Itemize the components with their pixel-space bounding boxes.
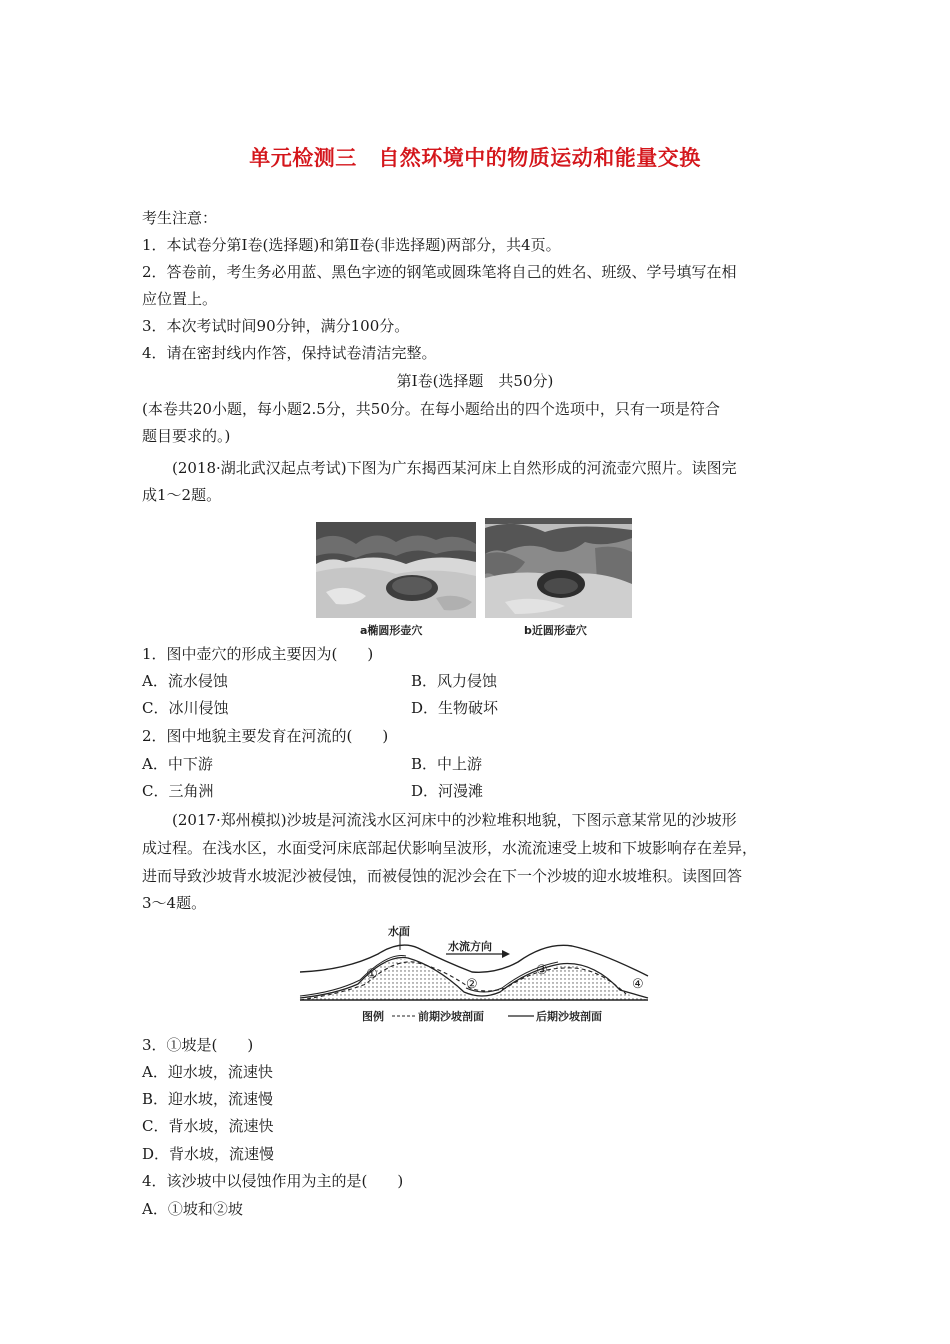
section-instructions: (本卷共20小题，每小题2.5分，共50分。在每小题给出的四个选项中，只有一项是符合 <box>142 400 720 418</box>
notice-heading: 考生注意： <box>142 209 218 227</box>
question-2-stem: 2．图中地貌主要发育在河流的( ) <box>142 727 389 745</box>
question-3-stem: 3．①坡是( ) <box>142 1036 254 1054</box>
slope-marker-2: ② <box>466 977 478 992</box>
section-heading: 第Ⅰ卷(选择题 共50分) <box>396 372 554 390</box>
water-surface-label: 水面 <box>388 925 410 938</box>
question-4-stem: 4．该沙坡中以侵蚀作用为主的是( ) <box>142 1172 404 1190</box>
notice-item: 2．答卷前，考生务必用蓝、黑色字迹的钢笔或圆珠笔将自己的姓名、班级、学号填写在相 <box>142 263 737 281</box>
figure-caption-b: b近圆形壶穴 <box>524 624 587 637</box>
flow-direction-label: 水流方向 <box>448 940 492 953</box>
passage-1: (2018·湖北武汉起点考试)下图为广东揭西某河床上自然形成的河流壶穴照片。读图完 <box>142 459 737 477</box>
q2-option-b[interactable]: B．中上游 <box>411 755 483 773</box>
notice-item: 应位置上。 <box>142 290 218 308</box>
page-title: 单元检测三 自然环境中的物质运动和能量交换 <box>249 146 701 170</box>
question-1-stem: 1．图中壶穴的形成主要因为( ) <box>142 645 374 663</box>
q2-option-c[interactable]: C．三角洲 <box>142 782 214 800</box>
passage-2: 成过程。在浅水区，水面受河床底部起伏影响呈波形，水流流速受上坡和下坡影响存在差异， <box>142 839 758 857</box>
passage-2: 进而导致沙坡背水坡泥沙被侵蚀，而被侵蚀的泥沙会在下一个沙坡的迎水坡堆积。读图回答 <box>142 867 743 885</box>
q1-option-a[interactable]: A．流水侵蚀 <box>142 672 228 690</box>
legend-label: 图例 <box>362 1010 384 1023</box>
sand-slope-diagram <box>296 922 656 1026</box>
photo-elliptical-pothole <box>316 522 476 618</box>
q3-option-c[interactable]: C．背水坡，流速快 <box>142 1117 274 1135</box>
q3-option-b[interactable]: B．迎水坡，流速慢 <box>142 1090 274 1108</box>
passage-1: 成1～2题。 <box>142 486 222 504</box>
slope-marker-1: ① <box>366 967 378 982</box>
slope-marker-4: ④ <box>632 977 644 992</box>
q3-option-d[interactable]: D．背水坡，流速慢 <box>142 1145 275 1163</box>
photo-round-pothole <box>485 518 632 618</box>
q2-option-a[interactable]: A．中下游 <box>142 755 213 773</box>
notice-item: 3．本次考试时间90分钟，满分100分。 <box>142 317 410 335</box>
notice-item: 1．本试卷分第Ⅰ卷(选择题)和第Ⅱ卷(非选择题)两部分，共4页。 <box>142 236 561 254</box>
passage-2: 3～4题。 <box>142 894 207 912</box>
slope-marker-3: ③ <box>536 963 548 978</box>
legend-late-text: 后期沙坡剖面 <box>536 1010 602 1023</box>
flow-arrow-head <box>502 950 510 958</box>
q2-option-d[interactable]: D．河漫滩 <box>411 782 484 800</box>
passage-2: (2017·郑州模拟)沙坡是河流浅水区河床中的沙粒堆积地貌，下图示意某常见的沙坡形 <box>142 811 737 829</box>
q1-option-b[interactable]: B．风力侵蚀 <box>411 672 498 690</box>
legend-early-text: 前期沙坡剖面 <box>418 1010 484 1023</box>
q4-option-a[interactable]: A．①坡和②坡 <box>142 1200 243 1218</box>
q1-option-d[interactable]: D．生物破坏 <box>411 699 499 717</box>
figure-caption-a: a椭圆形壶穴 <box>360 624 423 637</box>
section-instructions: 题目要求的。) <box>142 427 231 445</box>
q3-option-a[interactable]: A．迎水坡，流速快 <box>142 1063 273 1081</box>
q1-option-c[interactable]: C．冰川侵蚀 <box>142 699 229 717</box>
notice-item: 4．请在密封线内作答，保持试卷清洁完整。 <box>142 344 437 362</box>
